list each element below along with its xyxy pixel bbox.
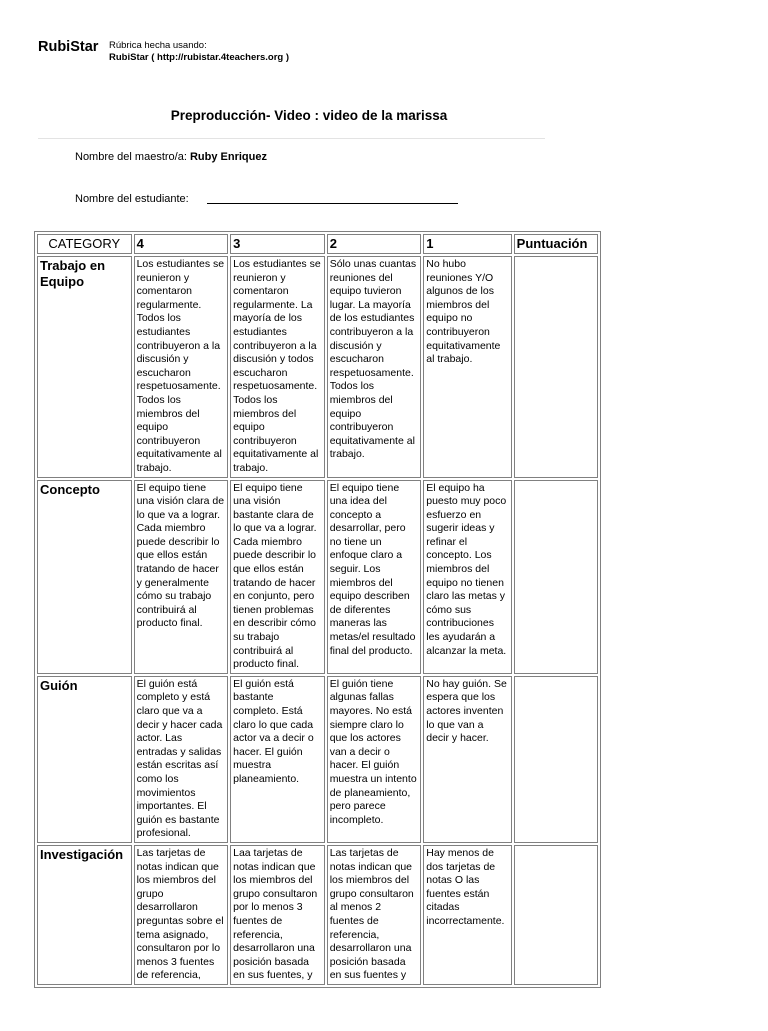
score-cell bbox=[514, 256, 598, 478]
column-header-4: 4 bbox=[134, 234, 229, 254]
criteria-cell-4: Las tarjetas de notas indican que los miembros del grupo desarrollaron preguntas sobre el tema asignado, consultaron por lo menos 3 fuentes de referencia, bbox=[134, 845, 229, 985]
rubric-table-container bbox=[34, 231, 601, 1031]
criteria-cell-2: Las tarjetas de notas indican que los miembros del grupo consultaron al menos 2 fuentes de referencia, desarrollaron una posición basada en sus fuentes y bbox=[327, 845, 422, 985]
row-category: Concepto bbox=[37, 480, 132, 674]
rubric-row-investigacion bbox=[37, 845, 598, 985]
column-header-1: 1 bbox=[423, 234, 511, 254]
criteria-cell-3: El guión está bastante completo. Está claro lo que cada actor va a decir o hacer. El guión muestra planeamiento. bbox=[230, 676, 325, 843]
rubric-row-guion bbox=[37, 676, 598, 843]
rubric-header-row bbox=[37, 234, 598, 254]
student-label: Nombre del estudiante: bbox=[75, 193, 189, 205]
column-header-3: 3 bbox=[230, 234, 325, 254]
divider bbox=[38, 138, 545, 139]
score-cell bbox=[514, 480, 598, 674]
student-name-blank bbox=[207, 203, 458, 204]
teacher-label: Nombre del maestro/a: bbox=[75, 151, 187, 163]
criteria-cell-3: Laa tarjetas de notas indican que los miembros del grupo consultaron por lo menos 3 fuentes de referencia, desarrollaron una posición basada en sus fuentes, y bbox=[230, 845, 325, 985]
criteria-cell-2: El equipo tiene una idea del concepto a desarrollar, pero no tiene un enfoque claro a seguir. Los miembros del equipo describen de diferentes maneras las metas/el resultado final del producto. bbox=[327, 480, 422, 674]
page-title: Preproducción- Video : video de la marissa bbox=[170, 108, 448, 123]
column-header-category: CATEGORY bbox=[37, 234, 132, 254]
rubric-table bbox=[34, 231, 601, 988]
score-cell bbox=[514, 676, 598, 843]
score-cell bbox=[514, 845, 598, 985]
criteria-cell-2: Sólo unas cuantas reuniones del equipo tuvieron lugar. La mayoría de los estudiantes contribuyeron a la discusión y escucharon respetuosamente. Todos los miembros del equipo contribuyeron equitativamente al trabajo. bbox=[327, 256, 422, 478]
row-category: Guión bbox=[37, 676, 132, 843]
criteria-cell-4: El guión está completo y está claro que va a decir y hacer cada actor. Las entradas y salidas están escritas así como los movimientos importantes. El guión es bastante profesional. bbox=[134, 676, 229, 843]
teacher-name: Ruby Enriquez bbox=[189, 151, 267, 163]
criteria-cell-4: El equipo tiene una visión clara de lo que va a lograr. Cada miembro puede describir lo que ellos están tratando de hacer y generalmente cómo su trabajo contribuirá al producto final. bbox=[134, 480, 229, 674]
rubistar-link-text[interactable]: RubiStar ( http://rubistar.4teachers.org ) bbox=[109, 52, 289, 63]
column-header-score: Puntuación bbox=[514, 234, 598, 254]
criteria-cell-3: Los estudiantes se reunieron y comentaron regularmente. La mayoría de los estudiantes contribuyeron a la discusión y todos escucharon respetuosamente. Todos los miembros del equipo contribuyeron equitativamente al trabajo. bbox=[230, 256, 325, 478]
criteria-cell-1: No hubo reuniones Y/O algunos de los miembros del equipo no contribuyeron equitativamente al trabajo. bbox=[423, 256, 511, 478]
rubric-row-trabajo-en-equipo bbox=[37, 256, 598, 478]
made-with-label: Rúbrica hecha usando: bbox=[109, 40, 207, 51]
row-category: Trabajo en Equipo bbox=[37, 256, 132, 478]
criteria-cell-2: El guión tiene algunas fallas mayores. No está siempre claro lo que los actores van a decir o hacer. El guión muestra un intento de planeamiento, pero parece incompleto. bbox=[327, 676, 422, 843]
column-header-2: 2 bbox=[327, 234, 422, 254]
teacher-line bbox=[75, 151, 267, 163]
criteria-cell-3: El equipo tiene una visión bastante clara de lo que va a lograr. Cada miembro puede describir lo que ellos están tratando de hacer en conjunto, pero tienen problemas en describir cómo su trabajo contribuirá al producto final. bbox=[230, 480, 325, 674]
criteria-cell-1: El equipo ha puesto muy poco esfuerzo en sugerir ideas y refinar el concepto. Los miembros del equipo no tienen claro las metas y cómo sus contribuciones les ayudarán a alcanzar la meta. bbox=[423, 480, 511, 674]
rubistar-logo-text: RubiStar bbox=[38, 39, 99, 55]
criteria-cell-1: Hay menos de dos tarjetas de notas O las fuentes están citadas incorrectamente. bbox=[423, 845, 511, 985]
row-category: Investigación bbox=[37, 845, 132, 985]
made-with-note bbox=[109, 40, 289, 64]
criteria-cell-1: No hay guión. Se espera que los actores inventen lo que van a decir y hacer. bbox=[423, 676, 511, 843]
rubric-row-concepto bbox=[37, 480, 598, 674]
criteria-cell-4: Los estudiantes se reunieron y comentaron regularmente. Todos los estudiantes contribuyeron a la discusión y escucharon respetuosamente. Todos los miembros del equipo contribuyeron equitativamente al trabajo. bbox=[134, 256, 229, 478]
